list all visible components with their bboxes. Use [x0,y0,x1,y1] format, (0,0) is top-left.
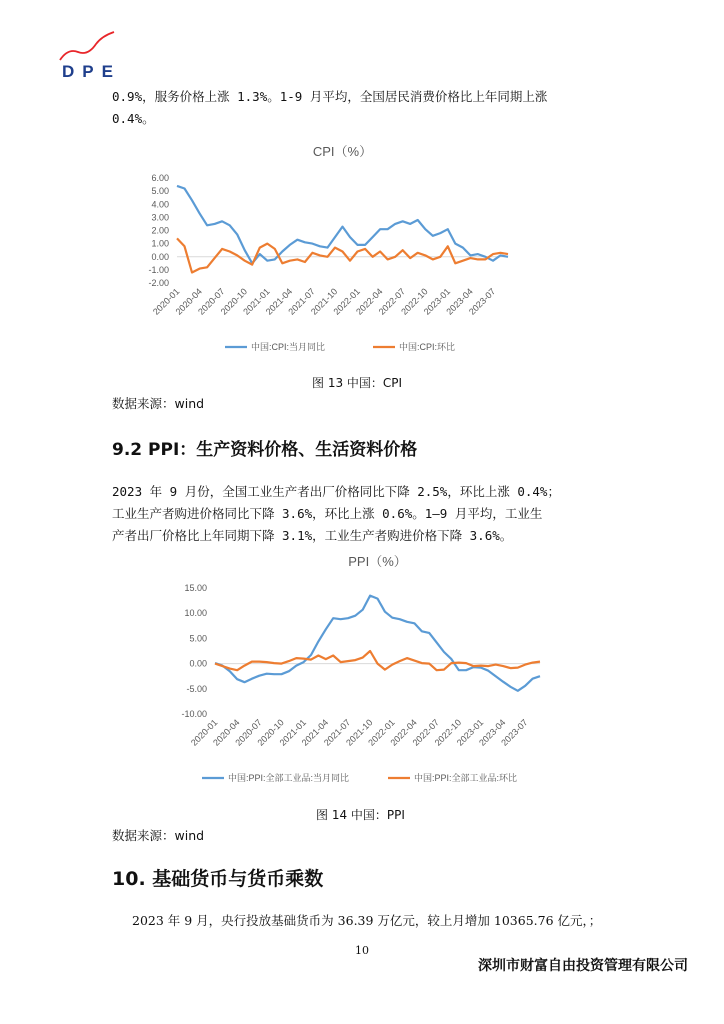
x-tick-label: 2021-10 [344,717,375,748]
data-source: 数据来源：wind [112,396,205,411]
x-tick-label: 2021-07 [321,717,353,748]
x-tick-label: 2022-01 [331,286,362,317]
series-line-2 [177,238,508,272]
paragraph-line: 0.4%。 [112,111,155,126]
x-tick-label: 2021-04 [263,286,295,317]
y-tick-label: -1.00 [148,264,169,275]
paragraph-line: 0.9%，服务价格上涨 1.3%。1-9 月平均，全国居民消费价格比上年同期上涨 [112,89,548,104]
y-tick-label: 1.00 [151,238,169,249]
y-tick-label: 6.00 [151,173,169,183]
figure-caption: 图 14 中国：PPI [316,808,405,822]
y-tick-label: 10.00 [184,608,207,619]
x-tick-label: 2020-07 [196,286,227,317]
ppi-chart [170,550,560,790]
x-tick-label: 2022-04 [388,717,419,748]
x-tick-label: 2020-10 [218,286,250,317]
y-tick-label: 5.00 [189,633,207,644]
x-tick-label: 2023-01 [421,286,453,317]
y-tick-label: 2.00 [151,225,169,236]
series-line-1 [215,596,540,691]
x-tick-label: 2022-04 [354,286,385,317]
x-tick-label: 2022-01 [366,717,397,748]
y-tick-label: 0.00 [151,251,169,262]
legend-label: 中国:PPI:全部工业品:环比 [414,773,518,783]
paragraph-line: 产者出厂价格比上年同期下降 3.1%，工业生产者购进价格下降 3.6%。 [112,528,513,543]
paragraph-line: 2023 年 9 月份，全国工业生产者出厂价格同比下降 2.5%，环比上涨 0.4%； [112,484,560,499]
x-tick-label: 2022-07 [410,717,442,748]
x-tick-label: 2021-01 [241,286,272,317]
legend-label: 中国:CPI:环比 [399,342,456,352]
x-tick-label: 2021-04 [299,717,331,748]
x-tick-label: 2020-04 [211,717,242,748]
logo-swoosh-icon [60,32,114,60]
chart-title: PPI（%） [348,554,407,569]
legend-label: 中国:CPI:当月同比 [251,342,326,352]
x-tick-label: 2020-04 [173,286,204,317]
section-heading: 10. 基础货币与货币乘数 [112,868,324,890]
x-tick-label: 2021-10 [308,286,340,317]
cpi-chart [130,140,530,365]
logo-text: DPE [62,62,121,81]
page-number: 10 [355,944,369,957]
paragraph-line: 2023 年 9 月，央行投放基础货币为 36.39 万亿元，较上月增加 10365.76 亿元，； [132,913,602,928]
x-tick-label: 2023-04 [477,717,508,748]
y-tick-label: -5.00 [186,683,207,694]
x-tick-label: 2023-07 [499,717,530,748]
y-tick-label: 3.00 [151,212,169,223]
x-tick-label: 2020-10 [255,717,286,748]
x-tick-label: 2022-07 [376,286,408,317]
legend-label: 中国:PPI:全部工业品:当月同比 [228,773,350,783]
x-tick-label: 2021-07 [286,286,317,317]
y-tick-label: 4.00 [151,199,169,210]
x-tick-label: 2023-01 [454,717,486,748]
x-tick-label: 2023-07 [466,286,498,317]
x-tick-label: 2021-01 [277,717,309,748]
company-name: 深圳市财富自由投资管理有限公司 [478,958,688,974]
y-tick-label: -10.00 [181,709,207,719]
section-heading: 9.2 PPI：生产资料价格、生活资料价格 [112,440,418,460]
series-line-2 [215,651,540,670]
x-tick-label: 2022-10 [432,717,464,748]
x-tick-label: 2020-01 [188,717,220,748]
x-tick-label: 2023-04 [444,286,475,317]
y-tick-label: -2.00 [148,278,169,288]
company-logo [58,30,128,64]
y-tick-label: 0.00 [189,658,207,669]
paragraph-line: 工业生产者购进价格同比下降 3.6%，环比上涨 0.6%。1—9 月平均，工业生 [112,506,543,521]
data-source: 数据来源：wind [112,828,205,843]
y-tick-label: 15.00 [184,583,207,593]
y-tick-label: 5.00 [151,186,169,197]
x-tick-label: 2020-01 [150,286,182,317]
chart-title: CPI（%） [312,144,373,159]
figure-caption: 图 13 中国：CPI [312,376,403,390]
x-tick-label: 2020-07 [233,717,264,748]
x-tick-label: 2022-10 [399,286,430,317]
